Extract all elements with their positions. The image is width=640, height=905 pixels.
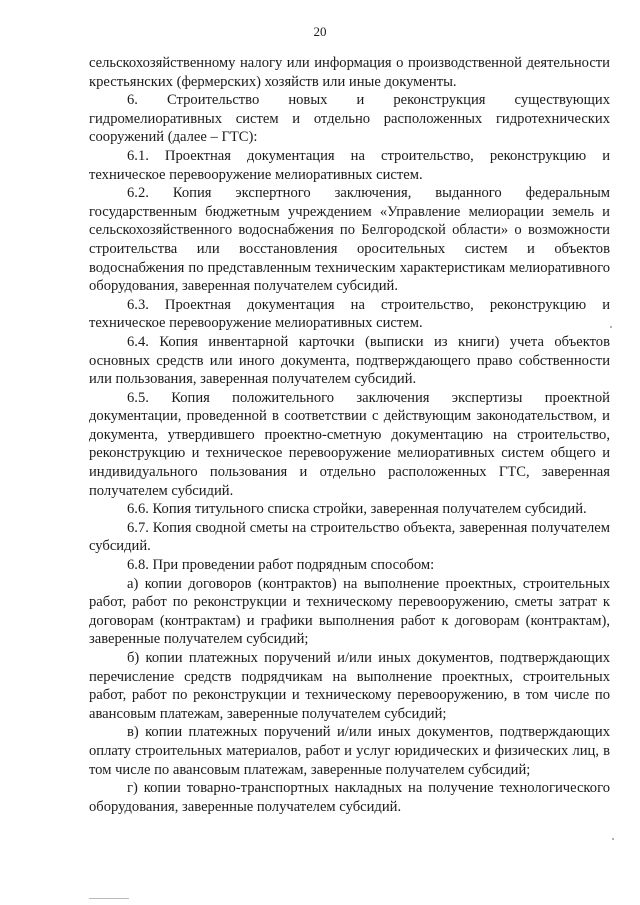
- subitem-g: г) копии товарно-транспортных накладных на получение технологического оборудования, заверенные получателем субсидий.: [89, 780, 610, 815]
- paragraph-6-6: 6.6. Копия титульного списка стройки, заверенная получателем субсидий.: [127, 501, 587, 518]
- paragraph-6-8: 6.8. При проведении работ подрядным способом:: [127, 557, 435, 574]
- subitem-a: а) копии договоров (контрактов) на выполнение проектных, строительных работ, работ по реконструкции и техническому перевооружению, сметы затрат к договорам (контрактам) и графики выполнения работ к договорам (контрактам), заверенные получателем субсидий;: [89, 575, 610, 648]
- scan-speck: [610, 326, 612, 328]
- paragraph-6-1: 6.1. Проектная документация на строительство, реконструкцию и техническое перевооружение мелиоративных систем.: [89, 147, 610, 183]
- page-number: 20: [313, 24, 327, 39]
- scan-speck: [612, 838, 614, 840]
- paragraph-6-2: 6.2. Копия экспертного заключения, выданного федеральным государственным бюджетным учреждением «Управление мелиорации земель и сельскохозяйственного водоснабжения по Белгородской области» о возможности строительства или восстановления оросительных систем и объектов водоснабжения по представленным техническим характеристикам мелиоративного оборудования, заверенная получателем субсидий.: [89, 185, 610, 295]
- paragraph-6-5: 6.5. Копия положительного заключения экспертизы проектной документации, проведенной в соответствии с действующим законодательством, и документа, утвердившего проектно-сметную документацию на строительство, реконструкцию и техническое перевооружение мелиоративных систем общего и индивидуального пользования и отдельно расположенных ГТС, заверенная получателем субсидий.: [89, 389, 610, 499]
- subitem-b: б) копии платежных поручений и/или иных документов, подтверждающих перечисление средств подрядчикам на выполнение проектных, строительных работ, работ по реконструкции и техническому перевооружению, в том числе по авансовым платежам, заверенные получателем субсидий;: [89, 650, 610, 722]
- paragraph-6-4: 6.4. Копия инвентарной карточки (выписки из книги) учета объектов основных средств или иного документа, подтверждающего право собственности или пользования, заверенная получателем субсидий.: [89, 333, 610, 388]
- paragraph-6-3: 6.3. Проектная документация на строительство, реконструкцию и техническое перевооружение мелиоративных систем.: [89, 296, 610, 332]
- scan-edge-mark: [89, 898, 129, 899]
- subitem-v: в) копии платежных поручений и/или иных документов, подтверждающих оплату строительных материалов, работ и услуг юридических и физических лиц, в том числе по авансовым платежам, заверенные получателем субсидий;: [89, 724, 610, 778]
- document-body: [89, 54, 610, 816]
- paragraph-6: 6. Строительство новых и реконструкция существующих гидромелиоративных систем и отдельно расположенных гидротехнических сооружений (далее – ГТС):: [89, 92, 610, 146]
- paragraph-continuation: сельскохозяйственному налогу или информация о производственной деятельности крестьянских (фермерских) хозяйств или иные документы.: [89, 55, 610, 90]
- paragraph-6-7: 6.7. Копия сводной сметы на строительство объекта, заверенная получателем субсидий.: [89, 519, 610, 555]
